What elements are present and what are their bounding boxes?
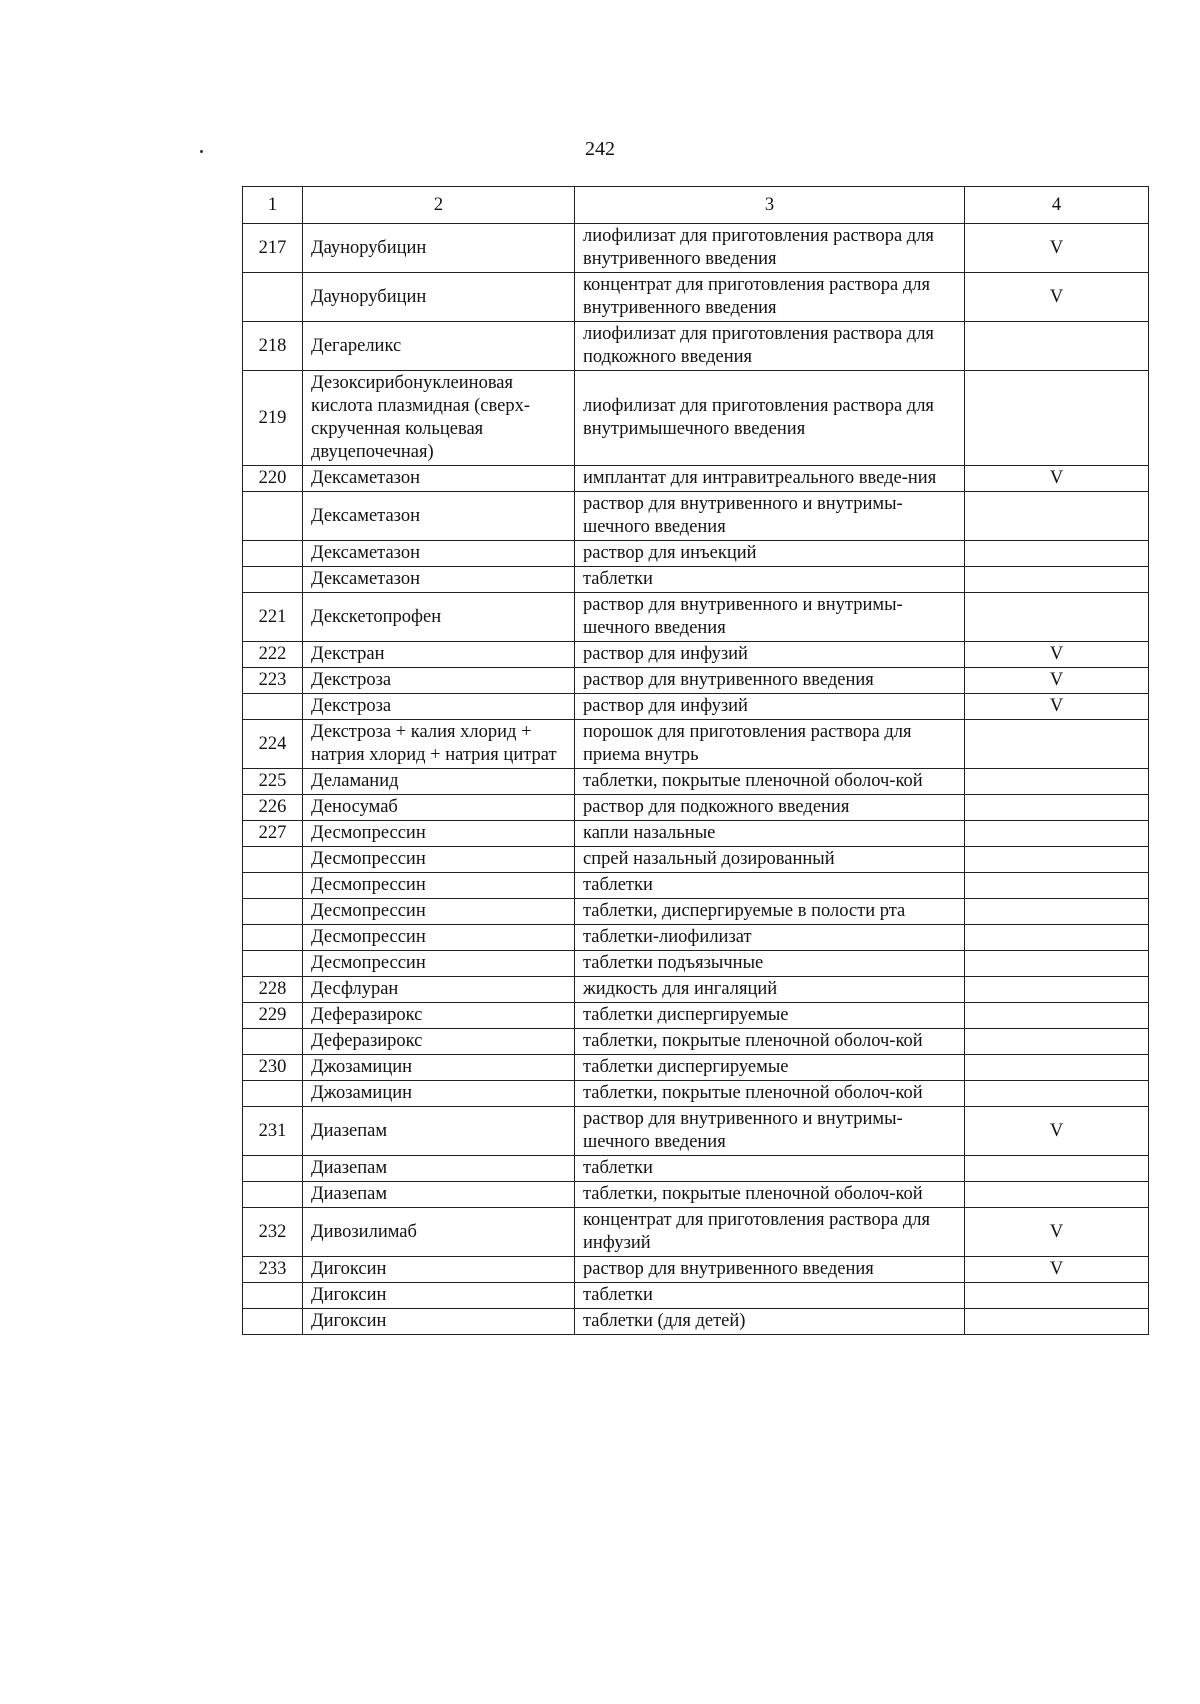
drug-name: Декстран — [303, 642, 575, 668]
dosage-form: таблетки диспергируемые — [575, 1055, 965, 1081]
table-row — [243, 1283, 1149, 1309]
dosage-form: раствор для инъекций — [575, 541, 965, 567]
row-number: 222 — [243, 642, 303, 668]
mark-cell: V — [965, 466, 1149, 492]
scan-speck — [200, 150, 203, 153]
table-row — [243, 899, 1149, 925]
dosage-form: раствор для внутривенного и внутримы-шечного введения — [575, 492, 965, 541]
row-number: 217 — [243, 224, 303, 273]
dosage-form: раствор для внутривенного и внутримы-шечного введения — [575, 1107, 965, 1156]
dosage-form: таблетки подъязычные — [575, 951, 965, 977]
dosage-form: таблетки, покрытые пленочной оболоч-кой — [575, 1081, 965, 1107]
dosage-form: таблетки — [575, 873, 965, 899]
table-row — [243, 1309, 1149, 1335]
mark-cell: V — [965, 642, 1149, 668]
row-number: 231 — [243, 1107, 303, 1156]
mark-cell: V — [965, 1208, 1149, 1257]
drug-name: Диазепам — [303, 1107, 575, 1156]
row-number: 228 — [243, 977, 303, 1003]
table-row — [243, 951, 1149, 977]
dosage-form: лиофилизат для приготовления раствора для подкожного введения — [575, 322, 965, 371]
mark-cell — [965, 795, 1149, 821]
row-number: 218 — [243, 322, 303, 371]
drug-name: Декскетопрофен — [303, 593, 575, 642]
mark-cell — [965, 720, 1149, 769]
row-number: 221 — [243, 593, 303, 642]
drug-name: Декстроза — [303, 668, 575, 694]
table-row — [243, 847, 1149, 873]
drug-name: Декстроза + калия хлорид + натрия хлорид + натрия цитрат — [303, 720, 575, 769]
mark-cell — [965, 1081, 1149, 1107]
table-row — [243, 541, 1149, 567]
dosage-form: раствор для внутривенного введения — [575, 1257, 965, 1283]
page-number: 242 — [585, 138, 615, 160]
dosage-form: таблетки, покрытые пленочной оболоч-кой — [575, 1029, 965, 1055]
header-cell-mark: 4 — [965, 187, 1149, 224]
drug-name: Декстроза — [303, 694, 575, 720]
drug-name: Десмопрессин — [303, 847, 575, 873]
mark-cell — [965, 1156, 1149, 1182]
row-number: 227 — [243, 821, 303, 847]
dosage-form: концентрат для приготовления раствора для внутривенного введения — [575, 273, 965, 322]
mark-cell — [965, 1182, 1149, 1208]
mark-cell: V — [965, 273, 1149, 322]
table-row — [243, 1182, 1149, 1208]
drug-name: Десмопрессин — [303, 925, 575, 951]
mark-cell — [965, 769, 1149, 795]
mark-cell: V — [965, 1107, 1149, 1156]
mark-cell — [965, 873, 1149, 899]
mark-cell — [965, 371, 1149, 466]
table-row — [243, 720, 1149, 769]
row-number — [243, 541, 303, 567]
mark-cell — [965, 492, 1149, 541]
dosage-form: раствор для инфузий — [575, 694, 965, 720]
row-number: 232 — [243, 1208, 303, 1257]
mark-cell — [965, 1003, 1149, 1029]
table-row — [243, 1055, 1149, 1081]
table-row — [243, 769, 1149, 795]
table-row — [243, 925, 1149, 951]
header-cell-number: 1 — [243, 187, 303, 224]
mark-cell: V — [965, 694, 1149, 720]
table-row — [243, 322, 1149, 371]
table-row — [243, 873, 1149, 899]
mark-cell — [965, 541, 1149, 567]
dosage-form: таблетки — [575, 567, 965, 593]
mark-cell — [965, 899, 1149, 925]
drug-name: Дивозилимаб — [303, 1208, 575, 1257]
row-number — [243, 567, 303, 593]
table-row — [243, 668, 1149, 694]
mark-cell — [965, 1029, 1149, 1055]
mark-cell — [965, 925, 1149, 951]
table-row — [243, 1003, 1149, 1029]
drug-name: Дигоксин — [303, 1257, 575, 1283]
drug-name: Десмопрессин — [303, 951, 575, 977]
mark-cell — [965, 1309, 1149, 1335]
table-row — [243, 1081, 1149, 1107]
drug-name: Дегареликс — [303, 322, 575, 371]
mark-cell — [965, 322, 1149, 371]
dosage-form: таблетки, покрытые пленочной оболоч-кой — [575, 769, 965, 795]
drug-name: Даунорубицин — [303, 224, 575, 273]
drug-name: Деносумаб — [303, 795, 575, 821]
drug-name: Дексаметазон — [303, 567, 575, 593]
table-row — [243, 371, 1149, 466]
drug-name: Даунорубицин — [303, 273, 575, 322]
dosage-form: спрей назальный дозированный — [575, 847, 965, 873]
dosage-form: таблетки (для детей) — [575, 1309, 965, 1335]
row-number — [243, 1081, 303, 1107]
row-number: 219 — [243, 371, 303, 466]
table-row — [243, 1156, 1149, 1182]
mark-cell — [965, 847, 1149, 873]
dosage-form: таблетки-лиофилизат — [575, 925, 965, 951]
drug-name: Дексаметазон — [303, 492, 575, 541]
dosage-form: раствор для внутривенного введения — [575, 668, 965, 694]
dosage-form: порошок для приготовления раствора для приема внутрь — [575, 720, 965, 769]
row-number — [243, 951, 303, 977]
dosage-form: капли назальные — [575, 821, 965, 847]
table-row — [243, 1208, 1149, 1257]
table-row — [243, 821, 1149, 847]
row-number — [243, 1182, 303, 1208]
mark-cell: V — [965, 1257, 1149, 1283]
table-row — [243, 1029, 1149, 1055]
row-number: 225 — [243, 769, 303, 795]
drug-registry-table — [242, 186, 1149, 1335]
drug-name: Джозамицин — [303, 1081, 575, 1107]
row-number: 224 — [243, 720, 303, 769]
row-number: 220 — [243, 466, 303, 492]
mark-cell — [965, 821, 1149, 847]
dosage-form: жидкость для ингаляций — [575, 977, 965, 1003]
drug-name: Десфлуран — [303, 977, 575, 1003]
dosage-form: лиофилизат для приготовления раствора для внутримышечного введения — [575, 371, 965, 466]
table-header-row — [243, 187, 1149, 224]
header-cell-form: 3 — [575, 187, 965, 224]
table-row — [243, 466, 1149, 492]
dosage-form: концентрат для приготовления раствора для инфузий — [575, 1208, 965, 1257]
dosage-form: таблетки — [575, 1156, 965, 1182]
row-number — [243, 492, 303, 541]
drug-name: Джозамицин — [303, 1055, 575, 1081]
row-number — [243, 873, 303, 899]
table-row — [243, 1257, 1149, 1283]
table-row — [243, 593, 1149, 642]
dosage-form: таблетки диспергируемые — [575, 1003, 965, 1029]
dosage-form: таблетки, диспергируемые в полости рта — [575, 899, 965, 925]
row-number — [243, 1309, 303, 1335]
drug-name: Десмопрессин — [303, 873, 575, 899]
table-row — [243, 567, 1149, 593]
dosage-form: таблетки, покрытые пленочной оболоч-кой — [575, 1182, 965, 1208]
table-row — [243, 273, 1149, 322]
row-number: 223 — [243, 668, 303, 694]
table-row — [243, 492, 1149, 541]
drug-name: Дезоксирибонуклеиновая кислота плазмидная (сверх-скрученная кольцевая двуцепочечная) — [303, 371, 575, 466]
row-number — [243, 1156, 303, 1182]
row-number — [243, 847, 303, 873]
dosage-form: таблетки — [575, 1283, 965, 1309]
drug-name: Дигоксин — [303, 1283, 575, 1309]
mark-cell — [965, 593, 1149, 642]
drug-name: Десмопрессин — [303, 899, 575, 925]
table-row — [243, 642, 1149, 668]
mark-cell: V — [965, 224, 1149, 273]
mark-cell: V — [965, 668, 1149, 694]
table-row — [243, 1107, 1149, 1156]
drug-name: Дексаметазон — [303, 541, 575, 567]
row-number: 229 — [243, 1003, 303, 1029]
drug-name: Деферазирокс — [303, 1003, 575, 1029]
drug-name: Дексаметазон — [303, 466, 575, 492]
table-row — [243, 694, 1149, 720]
drug-name: Диазепам — [303, 1182, 575, 1208]
drug-name: Дигоксин — [303, 1309, 575, 1335]
table-row — [243, 977, 1149, 1003]
dosage-form: имплантат для интравитреального введе-ния — [575, 466, 965, 492]
mark-cell — [965, 1283, 1149, 1309]
dosage-form: раствор для подкожного введения — [575, 795, 965, 821]
row-number — [243, 925, 303, 951]
table-row — [243, 795, 1149, 821]
table-row — [243, 224, 1149, 273]
mark-cell — [965, 951, 1149, 977]
row-number — [243, 1283, 303, 1309]
dosage-form: лиофилизат для приготовления раствора для внутривенного введения — [575, 224, 965, 273]
mark-cell — [965, 1055, 1149, 1081]
row-number: 230 — [243, 1055, 303, 1081]
drug-name: Деферазирокс — [303, 1029, 575, 1055]
row-number — [243, 899, 303, 925]
row-number: 226 — [243, 795, 303, 821]
header-cell-name: 2 — [303, 187, 575, 224]
row-number — [243, 694, 303, 720]
mark-cell — [965, 977, 1149, 1003]
drug-name: Десмопрессин — [303, 821, 575, 847]
row-number — [243, 273, 303, 322]
row-number — [243, 1029, 303, 1055]
row-number: 233 — [243, 1257, 303, 1283]
drug-name: Деламанид — [303, 769, 575, 795]
drug-name: Диазепам — [303, 1156, 575, 1182]
mark-cell — [965, 567, 1149, 593]
dosage-form: раствор для внутривенного и внутримы-шечного введения — [575, 593, 965, 642]
dosage-form: раствор для инфузий — [575, 642, 965, 668]
